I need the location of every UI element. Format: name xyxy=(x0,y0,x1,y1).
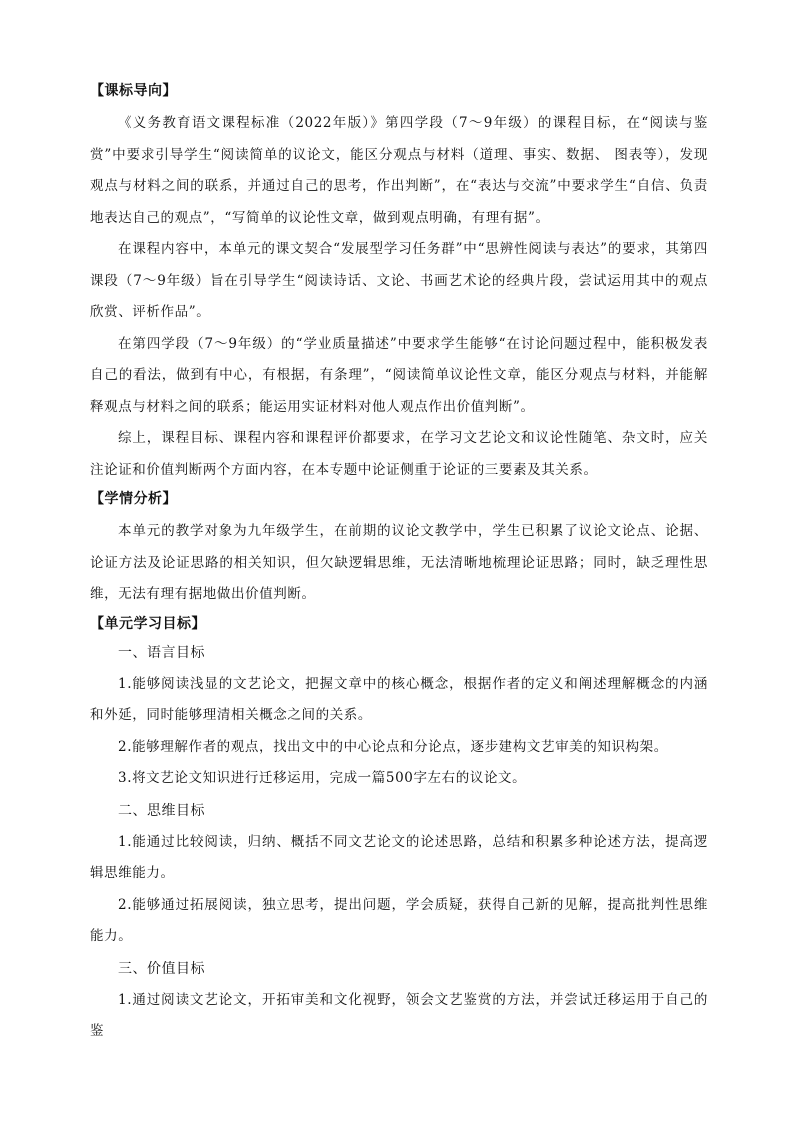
subheading-value-goals: 三、价值目标 xyxy=(118,960,205,977)
paragraph: 综上，课程目标、课程内容和课程评价都要求，在学习文艺论文和议论性随笔、杂文时，应关注论证和价值判断两个方面内容，在本专题中论证侧重于论证的三要素及其关系。 xyxy=(90,430,708,478)
goal-item: 1.能够阅读浅显的文艺论文，把握文章中的核心概念，根据作者的定义和阐述理解概念的内涵和外延，同时能够理清相关概念之间的关系。 xyxy=(90,675,708,723)
goal-item: 1.通过阅读文艺论文，开拓审美和文化视野，领会文艺鉴赏的方法，并尝试迁移运用于自己的鉴 xyxy=(90,991,708,1039)
subheading-thinking-goals: 二、思维目标 xyxy=(118,802,205,819)
section-heading-goals: 【单元学习目标】 xyxy=(90,615,206,632)
goal-item: 1.能通过比较阅读，归纳、概括不同文艺论文的论述思路，总结和积累多种论述方法，提高逻辑思维能力。 xyxy=(90,833,708,881)
section-heading-curriculum: 【课标导向】 xyxy=(90,83,177,99)
section-heading-analysis: 【学情分析】 xyxy=(90,491,177,507)
goal-item: 3.将文艺论文知识进行迁移运用，完成一篇500字左右的议论文。 xyxy=(118,770,527,786)
paragraph: 在课程内容中，本单元的课文契合“发展型学习任务群”中“思辨性阅读与表达”的要求，其第四课段（7～9年级）旨在引导学生“阅读诗话、文论、书画艺术论的经典片段，尝试运用其中的观点欣赏、评析作品”。 xyxy=(90,241,708,320)
subheading-language-goals: 一、语言目标 xyxy=(118,644,205,661)
document-page xyxy=(90,78,708,1048)
paragraph: 本单元的教学对象为九年级学生，在前期的议论文教学中，学生已积累了议论文论点、论据、论证方法及论证思路的相关知识，但欠缺逻辑思维，无法清晰地梳理论证思路；同时，缺乏理性思维，无法有理有据地做出价值判断。 xyxy=(90,523,708,602)
goal-item: 2.能够理解作者的观点，找出文中的中心论点和分论点，逐步建构文艺审美的知识构架。 xyxy=(118,738,668,755)
paragraph: 在第四学段（7～9年级）的“学业质量描述”中要求学生能够“在讨论问题过程中，能积极发表自己的看法，做到有中心，有根据，有条理”，“阅读简单议论性文章，能区分观点与材料，并能解释观点与材料之间的联系；能运用实证材料对他人观点作出价值判断”。 xyxy=(90,335,708,415)
paragraph: 《义务教育语文课程标准（2022年版）》第四学段（7～9年级）的课程目标，在“阅读与鉴赏”中要求引导学生“阅读简单的议论文，能区分观点与材料（道理、事实、数据、 图表等），发现观点与材料之间的联系，并通过自己的思考，作出判断”，在“表达与交流”中要求学生“自信、负责地表达自己的观点”，“写简单的议论性文章，做到观点明确，有理有据”。 xyxy=(90,115,708,226)
goal-item: 2.能够通过拓展阅读，独立思考，提出问题，学会质疑，获得自己新的见解，提高批判性思维能力。 xyxy=(90,896,708,944)
